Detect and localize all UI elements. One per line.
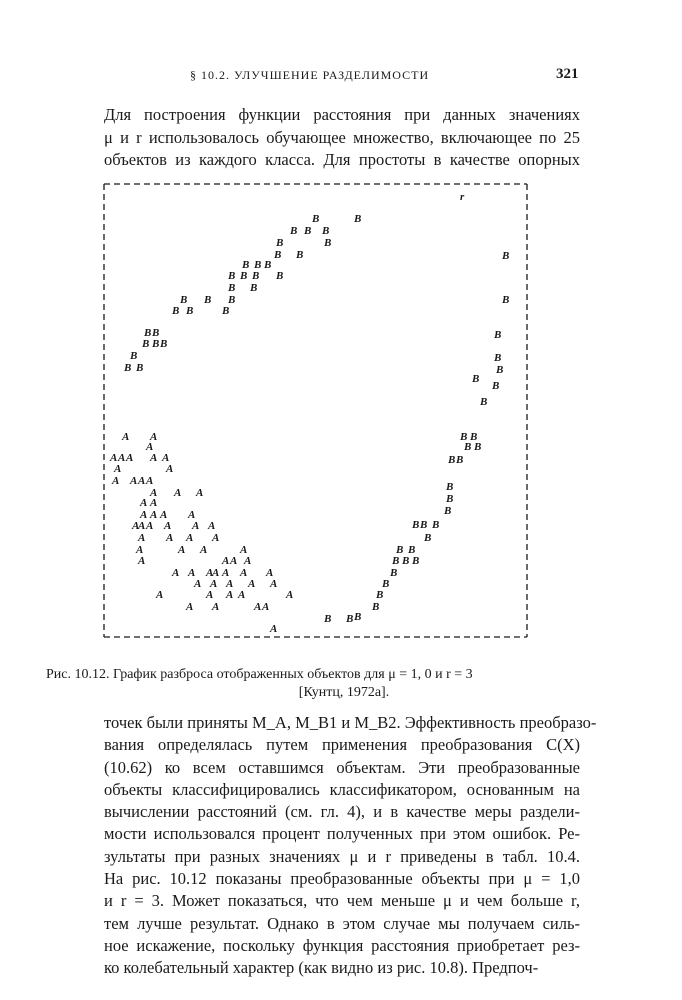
- scatter-point-a: A: [192, 520, 200, 532]
- scatter-point-a: A: [210, 578, 218, 590]
- text-line: ко колебательный характер (как видно из рис. 10.8). Предпоч-: [104, 958, 539, 978]
- scatter-point-a: A: [240, 567, 248, 579]
- scatter-point-a: A: [244, 555, 252, 567]
- scatter-point-a: A: [164, 520, 172, 532]
- scatter-point-a: A: [150, 509, 158, 521]
- scatter-point-b: B: [124, 362, 132, 374]
- scatter-point-b: B: [432, 519, 440, 531]
- scatter-point-b: B: [296, 249, 304, 261]
- scatter-point-b: B: [354, 213, 362, 225]
- section-title: § 10.2. УЛУЧШЕНИЕ РАЗДЕЛИМОСТИ: [190, 68, 430, 82]
- scatter-point-a: A: [146, 441, 154, 453]
- scatter-point-b: B: [228, 270, 236, 282]
- scatter-point-a: A: [138, 520, 146, 532]
- scatter-point-b: B: [144, 327, 152, 339]
- scatter-point-a: A: [222, 567, 230, 579]
- scatter-point-b: B: [228, 282, 236, 294]
- scatter-point-a: A: [122, 431, 130, 443]
- scatter-point-b: B: [252, 270, 260, 282]
- scatter-point-a: A: [196, 487, 204, 499]
- scatter-point-a: A: [162, 452, 170, 464]
- scatter-point-a: A: [226, 578, 234, 590]
- scatter-point-b: B: [180, 294, 188, 306]
- scatter-point-b: B: [242, 259, 250, 271]
- scatter-point-b: B: [446, 493, 454, 505]
- scatter-point-b: B: [444, 505, 452, 517]
- scatter-point-a: A: [126, 452, 134, 464]
- scatter-point-a: A: [166, 463, 174, 475]
- scatter-point-b: B: [464, 441, 472, 453]
- scatter-point-a: A: [178, 544, 186, 556]
- text-line: μ и r использовалось обучающее множество, включающее по 25: [104, 127, 580, 147]
- scatter-point-b: B: [172, 305, 180, 317]
- scatter-point-b: B: [496, 364, 504, 376]
- scatter-point-a: A: [110, 452, 118, 464]
- scatter-point-a: A: [212, 601, 220, 613]
- scatter-point-a: A: [188, 567, 196, 579]
- text-line: точек были приняты M_A, M_B1 и M_B2. Эффективность преобразо-: [104, 713, 597, 732]
- scatter-point-a: A: [270, 578, 278, 590]
- scatter-point-b: B: [502, 294, 510, 306]
- scatter-point-b: B: [304, 225, 312, 237]
- scatter-point-b: B: [474, 441, 482, 453]
- scatter-point-a: A: [132, 520, 140, 532]
- scatter-point-a: A: [188, 509, 196, 521]
- scatter-point-b: B: [470, 431, 478, 443]
- text-line: ное искажение, поскольку функция расстояния приобретает рез-: [104, 935, 580, 955]
- text-line: объекты классифицировались классификатором, основанным на: [104, 779, 580, 799]
- scatter-point-a: A: [240, 544, 248, 556]
- scatter-point-b: B: [264, 259, 272, 271]
- paragraph-top: [104, 104, 580, 172]
- scatter-point-b: B: [494, 352, 502, 364]
- scatter-point-a: A: [200, 544, 208, 556]
- scatter-point-a: A: [112, 475, 120, 487]
- scatter-point-b: B: [420, 519, 428, 531]
- scatter-point-a: A: [186, 532, 194, 544]
- scatter-point-b: B: [142, 338, 150, 350]
- scatter-point-b: B: [396, 544, 404, 556]
- scatter-point-b: B: [274, 249, 282, 261]
- scatter-point-a: A: [150, 487, 158, 499]
- scatter-point-b: B: [392, 555, 400, 567]
- scatter-point-a: A: [118, 452, 126, 464]
- scatter-point-a: A: [208, 520, 216, 532]
- scatter-point-b: B: [276, 270, 284, 282]
- text-line: объектов из каждого класса. Для простоты в качестве опорных: [104, 150, 580, 169]
- text-line: тем лучше результат. Однако в этом случае мы получаем силь-: [104, 913, 580, 933]
- scatter-point-b: B: [494, 329, 502, 341]
- scatter-point-b: B: [448, 454, 456, 466]
- caption-line-1: Рис. 10.12. График разброса отображенных объектов для μ = 1, 0 и r = 3: [46, 667, 473, 682]
- scatter-point-a: A: [266, 567, 274, 579]
- scatter-point-a: A: [138, 475, 146, 487]
- scatter-point-b: B: [372, 601, 380, 613]
- text-line: и r = 3. Может показаться, что чем меньше μ и чем больше r,: [104, 891, 580, 911]
- scatter-point-b: B: [390, 567, 398, 579]
- text-line: зультаты при разных значениях μ и r приведены в табл. 10.4.: [104, 846, 580, 866]
- scatter-point-a: A: [212, 532, 220, 544]
- scatter-point-a: A: [146, 475, 154, 487]
- scatter-point-a: A: [160, 509, 168, 521]
- scatter-point-a: A: [150, 452, 158, 464]
- scatter-point-a: A: [230, 555, 238, 567]
- scatter-point-a: A: [194, 578, 202, 590]
- scatter-point-b: B: [228, 294, 236, 306]
- scatter-point-a: A: [150, 497, 158, 509]
- paragraph-bottom: [104, 712, 597, 980]
- scatter-point-b: B: [204, 294, 212, 306]
- text-line: (10.62) ко всем оставшимся объектам. Эти преобразованные: [104, 757, 580, 777]
- scatter-point-b: B: [160, 338, 168, 350]
- scatter-point-b: B: [460, 431, 468, 443]
- scatter-point-a: A: [138, 532, 146, 544]
- scatter-point-b: B: [136, 362, 144, 374]
- page-number: 321: [556, 66, 579, 82]
- scatter-point-b: B: [222, 305, 230, 317]
- scatter-point-b: B: [290, 225, 298, 237]
- scatter-point-b: B: [324, 613, 332, 625]
- scatter-point-a: A: [222, 555, 230, 567]
- scatter-point-b: B: [354, 611, 362, 623]
- scatter-point-a: A: [248, 578, 256, 590]
- scatter-point-a: A: [150, 431, 158, 443]
- figure-caption: [46, 666, 582, 702]
- scatter-point-b: B: [152, 338, 160, 350]
- scatter-point-a: A: [286, 589, 294, 601]
- scatter-point-b: B: [472, 373, 480, 385]
- scatter-point-b: B: [502, 250, 510, 262]
- scatter-point-a: A: [206, 589, 214, 601]
- scatter-point-a: A: [146, 520, 154, 532]
- scatter-point-b: B: [408, 544, 416, 556]
- scatter-point-a: A: [174, 487, 182, 499]
- corner-label-r: r: [460, 191, 465, 203]
- scatter-point-b: B: [424, 532, 432, 544]
- scatter-point-b: B: [456, 454, 464, 466]
- text-line: Для построения функции расстояния при данных значениях: [104, 105, 580, 124]
- scatter-point-b: B: [254, 259, 262, 271]
- scatter-point-b: B: [346, 613, 354, 625]
- scatter-point-b: B: [152, 327, 160, 339]
- caption-line-2: [Кунтц, 1972a].: [298, 685, 390, 700]
- scatter-point-a: A: [238, 589, 246, 601]
- scatter-point-a: A: [262, 601, 270, 613]
- scatter-point-b: B: [186, 305, 194, 317]
- scatter-point-a: A: [226, 589, 234, 601]
- text-line: На рис. 10.12 показаны преобразованные объекты при μ = 1,0: [104, 869, 580, 889]
- scatter-point-a: A: [138, 555, 146, 567]
- scatter-point-a: A: [136, 544, 144, 556]
- scatter-point-a: A: [130, 475, 138, 487]
- scatter-point-b: B: [276, 237, 284, 249]
- scatter-point-b: B: [382, 578, 390, 590]
- scatter-point-a: A: [140, 509, 148, 521]
- scatter-point-a: A: [140, 497, 148, 509]
- scatter-point-a: A: [206, 567, 214, 579]
- scatter-point-a: A: [254, 601, 262, 613]
- scatter-point-b: B: [312, 213, 320, 225]
- scatter-point-b: B: [376, 589, 384, 601]
- scatter-point-a: A: [166, 532, 174, 544]
- text-line: вания определялась путем применения преобразования C(X): [104, 735, 580, 755]
- scatter-point-b: B: [130, 350, 138, 362]
- scatter-point-b: B: [402, 555, 410, 567]
- scatter-point-b: B: [492, 380, 500, 392]
- text-line: мости использовался процент полученных при этом ошибок. Ре-: [104, 824, 580, 844]
- scatter-point-a: A: [114, 463, 122, 475]
- scatter-point-b: B: [250, 282, 258, 294]
- scatter-point-b: B: [324, 237, 332, 249]
- scatter-point-b: B: [412, 555, 420, 567]
- scatter-point-b: B: [412, 519, 420, 531]
- scatter-point-a: A: [156, 589, 164, 601]
- scatter-point-b: B: [446, 481, 454, 493]
- scatter-point-b: B: [480, 396, 488, 408]
- text-line: вычислении расстояний (см. гл. 4), и в качестве меры раздели-: [104, 802, 580, 822]
- scatter-point-a: A: [172, 567, 180, 579]
- scatter-point-b: B: [322, 225, 330, 237]
- scatter-point-b: B: [240, 270, 248, 282]
- scatter-point-a: A: [186, 601, 194, 613]
- scatter-point-a: A: [270, 623, 278, 635]
- running-header: [0, 68, 682, 88]
- scatter-point-a: A: [212, 567, 220, 579]
